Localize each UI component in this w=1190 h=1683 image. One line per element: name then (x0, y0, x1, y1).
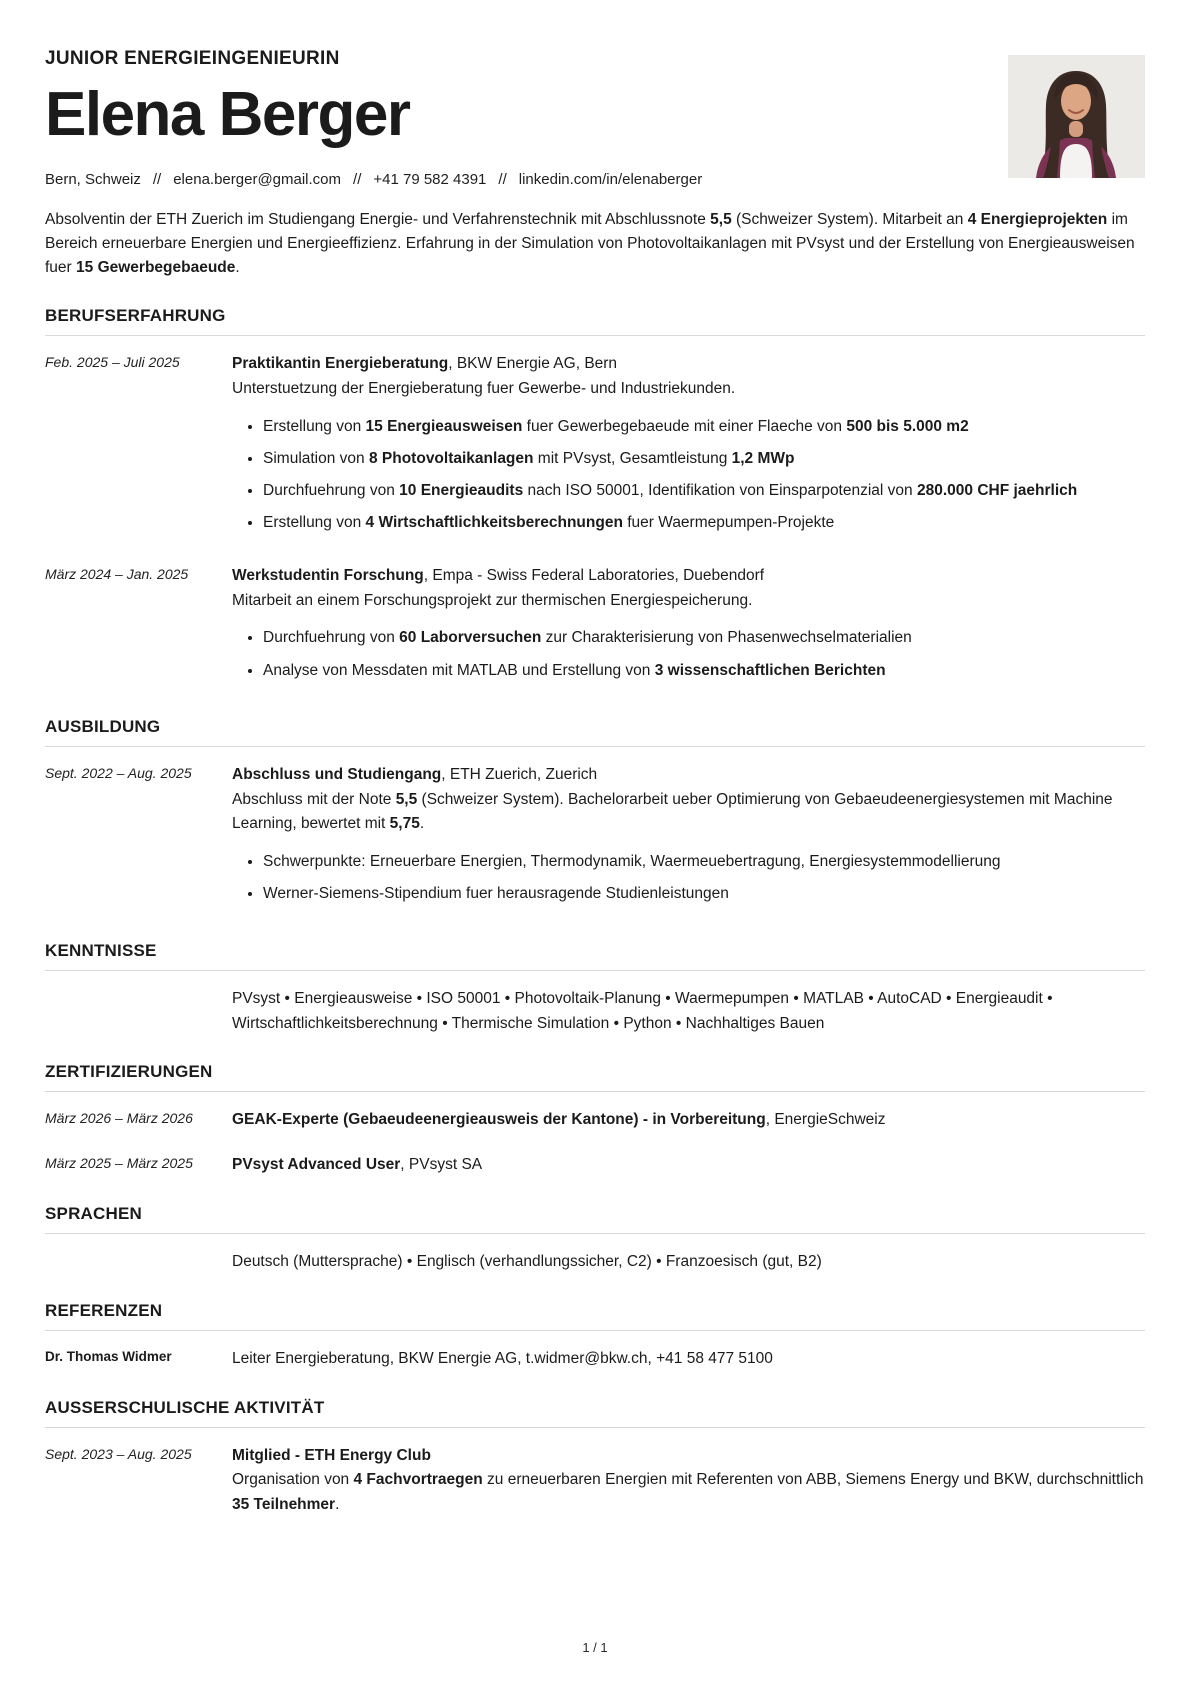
section-entry (45, 987, 1145, 1037)
section-entries (45, 987, 1145, 1037)
section-entry (45, 1347, 1145, 1372)
section-title: AUSBILDUNG (45, 717, 1145, 747)
section-entries (45, 763, 1145, 915)
entry-heading: Mitglied - ETH Energy Club (232, 1446, 431, 1464)
section-entries (45, 1444, 1145, 1518)
bullet-item: • Durchfuehrung von 60 Laborversuchen zur Charakterisierung von Phasenwechselmaterialien (263, 626, 1145, 649)
entry-content (232, 987, 1145, 1037)
resume-section (45, 1204, 1145, 1275)
contact-separator: // (498, 171, 507, 189)
entry-body (232, 1250, 1145, 1275)
contact-phone: +41 79 582 4391 (373, 171, 487, 189)
contact-separator: // (353, 171, 362, 189)
section-title: AUSSERSCHULISCHE AKTIVITÄT (45, 1398, 1145, 1428)
entry-bullets (232, 626, 1145, 682)
entry-side-label: März 2024 – Jan. 2025 (45, 565, 189, 582)
entry-paragraph: Deutsch (Muttersprache) • Englisch (verhandlungssicher, C2) • Franzoesisch (gut, B2) (232, 1252, 822, 1270)
portrait-photo (1008, 55, 1145, 178)
entry-paragraph: Leiter Energieberatung, BKW Energie AG, t.widmer@bkw.ch, +41 58 477 5100 (232, 1349, 773, 1367)
section-entries (45, 1250, 1145, 1275)
section-entry (45, 763, 1145, 915)
bullet-item: • Schwerpunkte: Erneuerbare Energien, Thermodynamik, Waermeuebertragung, Energiesystemmodellierung (263, 850, 1145, 873)
section-entry (45, 1444, 1145, 1518)
bullet-item: • Werner-Siemens-Stipendium fuer herausragende Studienleistungen (263, 882, 1145, 905)
entry-bullets (232, 415, 1145, 535)
resume-section (45, 717, 1145, 915)
resume-section (45, 1398, 1145, 1518)
contact-email[interactable]: elena.berger@gmail.com (173, 171, 342, 189)
section-entries (45, 1108, 1145, 1178)
bullet-item: • Erstellung von 4 Wirtschaftlichkeitsberechnungen fuer Waermepumpen-Projekte (263, 511, 1145, 534)
resume-header (45, 48, 1145, 188)
section-title: ZERTIFIZIERUNGEN (45, 1062, 1145, 1092)
entry-side-label: Feb. 2025 – Juli 2025 (45, 354, 180, 371)
section-entry (45, 1108, 1145, 1133)
bullet-item: • Erstellung von 15 Energieausweisen fuer Gewerbegebaeude mit einer Flaeche von 500 bis 5.000 m2 (263, 415, 1145, 438)
contact-location: Bern, Schweiz (45, 171, 141, 189)
bullet-item: • Durchfuehrung von 10 Energieaudits nach ISO 50001, Identifikation von Einsparpotenzial von 280.000 CHF jaehrlich (263, 479, 1145, 502)
job-title-label: JUNIOR ENERGIEINGENIEURIN (45, 48, 340, 69)
entry-content (232, 1153, 1145, 1178)
entry-content (232, 1444, 1145, 1518)
entry-paragraph: Abschluss mit der Note 5,5 (Schweizer System). Bachelorarbeit ueber Optimierung von Gebaeudeenergiesystemen mit Machine Learning, bewertet mit 5,75. (232, 790, 1113, 833)
resume-section (45, 1062, 1145, 1178)
entry-paragraph: Organisation von 4 Fachvortraegen zu erneuerbaren Energien mit Referenten von ABB, Siemens Energy und BKW, durchschnittlich 35 Teilnehmer. (232, 1471, 1144, 1514)
section-entry (45, 1153, 1145, 1178)
entry-content (232, 1347, 1145, 1372)
resume-section (45, 1301, 1145, 1372)
section-title: SPRACHEN (45, 1204, 1145, 1234)
entry-side-label: Dr. Thomas Widmer (45, 1348, 172, 1364)
entry-heading: Werkstudentin Forschung, Empa - Swiss Federal Laboratories, Duebendorf (232, 566, 765, 584)
entry-paragraph: Mitarbeit an einem Forschungsprojekt zur thermischen Energiespeicherung. (232, 591, 753, 609)
section-entry (45, 1250, 1145, 1275)
entry-content (232, 1108, 1145, 1133)
entry-heading: GEAK-Experte (Gebaeudeenergieausweis der Kantone) - in Vorbereitung, EnergieSchweiz (232, 1111, 886, 1129)
entry-heading: Praktikantin Energieberatung, BKW Energie AG, Bern (232, 355, 618, 373)
contact-separator: // (152, 171, 162, 189)
section-entries (45, 1347, 1145, 1372)
contact-linkedin[interactable]: linkedin.com/in/elenaberger (518, 171, 703, 189)
entry-body (232, 589, 1145, 614)
entry-content (232, 1250, 1145, 1275)
section-title: REFERENZEN (45, 1301, 1145, 1331)
entry-body (232, 788, 1145, 838)
section-title: KENNTNISSE (45, 941, 1145, 971)
sections (45, 306, 1145, 1518)
contact-line (45, 171, 1145, 188)
entry-paragraph: PVsyst • Energieausweise • ISO 50001 • Photovoltaik-Planung • Waermepumpen • MATLAB • AutoCAD • Energieaudit • Wirtschaftlichkeitsberechnung • Thermische Simulation • Python • Nachhaltiges Bauen (232, 989, 1053, 1032)
entry-content (232, 763, 1145, 915)
entry-side-label: Sept. 2023 – Aug. 2025 (45, 1445, 192, 1462)
profile-summary: Absolventin der ETH Zuerich im Studiengang Energie- und Verfahrenstechnik mit Abschlussnote 5,5 (Schweizer System). Mitarbeit an 4 Energieprojekten im Bereich erneuerbare Energien und Energieeffizienz. Erfahrung in der Simulation von Photovoltaikanlagen mit PVsyst und der Erstellung von Energieausweisen fuer 15 Gewerbegebaeude. (45, 211, 1135, 277)
section-entries (45, 352, 1145, 691)
entry-heading: PVsyst Advanced User, PVsyst SA (232, 1156, 483, 1174)
entry-content (232, 352, 1145, 544)
entry-side-label: März 2026 – März 2026 (45, 1110, 193, 1127)
portrait-illustration (1008, 55, 1145, 178)
bullet-item: • Analyse von Messdaten mit MATLAB und Erstellung von 3 wissenschaftlichen Berichten (263, 659, 1145, 682)
entry-side-label: März 2025 – März 2025 (45, 1155, 193, 1172)
entry-body (232, 377, 1145, 402)
resume-section (45, 941, 1145, 1037)
section-entry (45, 564, 1145, 691)
entry-body (232, 1347, 1145, 1372)
entry-content (232, 564, 1145, 691)
bullet-item: • Simulation von 8 Photovoltaikanlagen mit PVsyst, Gesamtleistung 1,2 MWp (263, 447, 1145, 470)
resume-section (45, 306, 1145, 691)
entry-bullets (232, 850, 1145, 906)
entry-heading: Abschluss und Studiengang, ETH Zuerich, Zuerich (232, 765, 598, 783)
section-title: BERUFSERFAHRUNG (45, 306, 1145, 336)
entry-side-label (45, 1250, 232, 1275)
page-number: 1 / 1 (582, 1640, 608, 1655)
entry-body (232, 987, 1145, 1037)
entry-paragraph: Unterstuetzung der Energieberatung fuer Gewerbe- und Industriekunden. (232, 379, 736, 397)
section-entry (45, 352, 1145, 544)
person-name: Elena Berger (45, 80, 410, 149)
entry-side-label: Sept. 2022 – Aug. 2025 (45, 764, 192, 781)
entry-side-label (45, 987, 232, 1037)
entry-body (232, 1468, 1145, 1518)
